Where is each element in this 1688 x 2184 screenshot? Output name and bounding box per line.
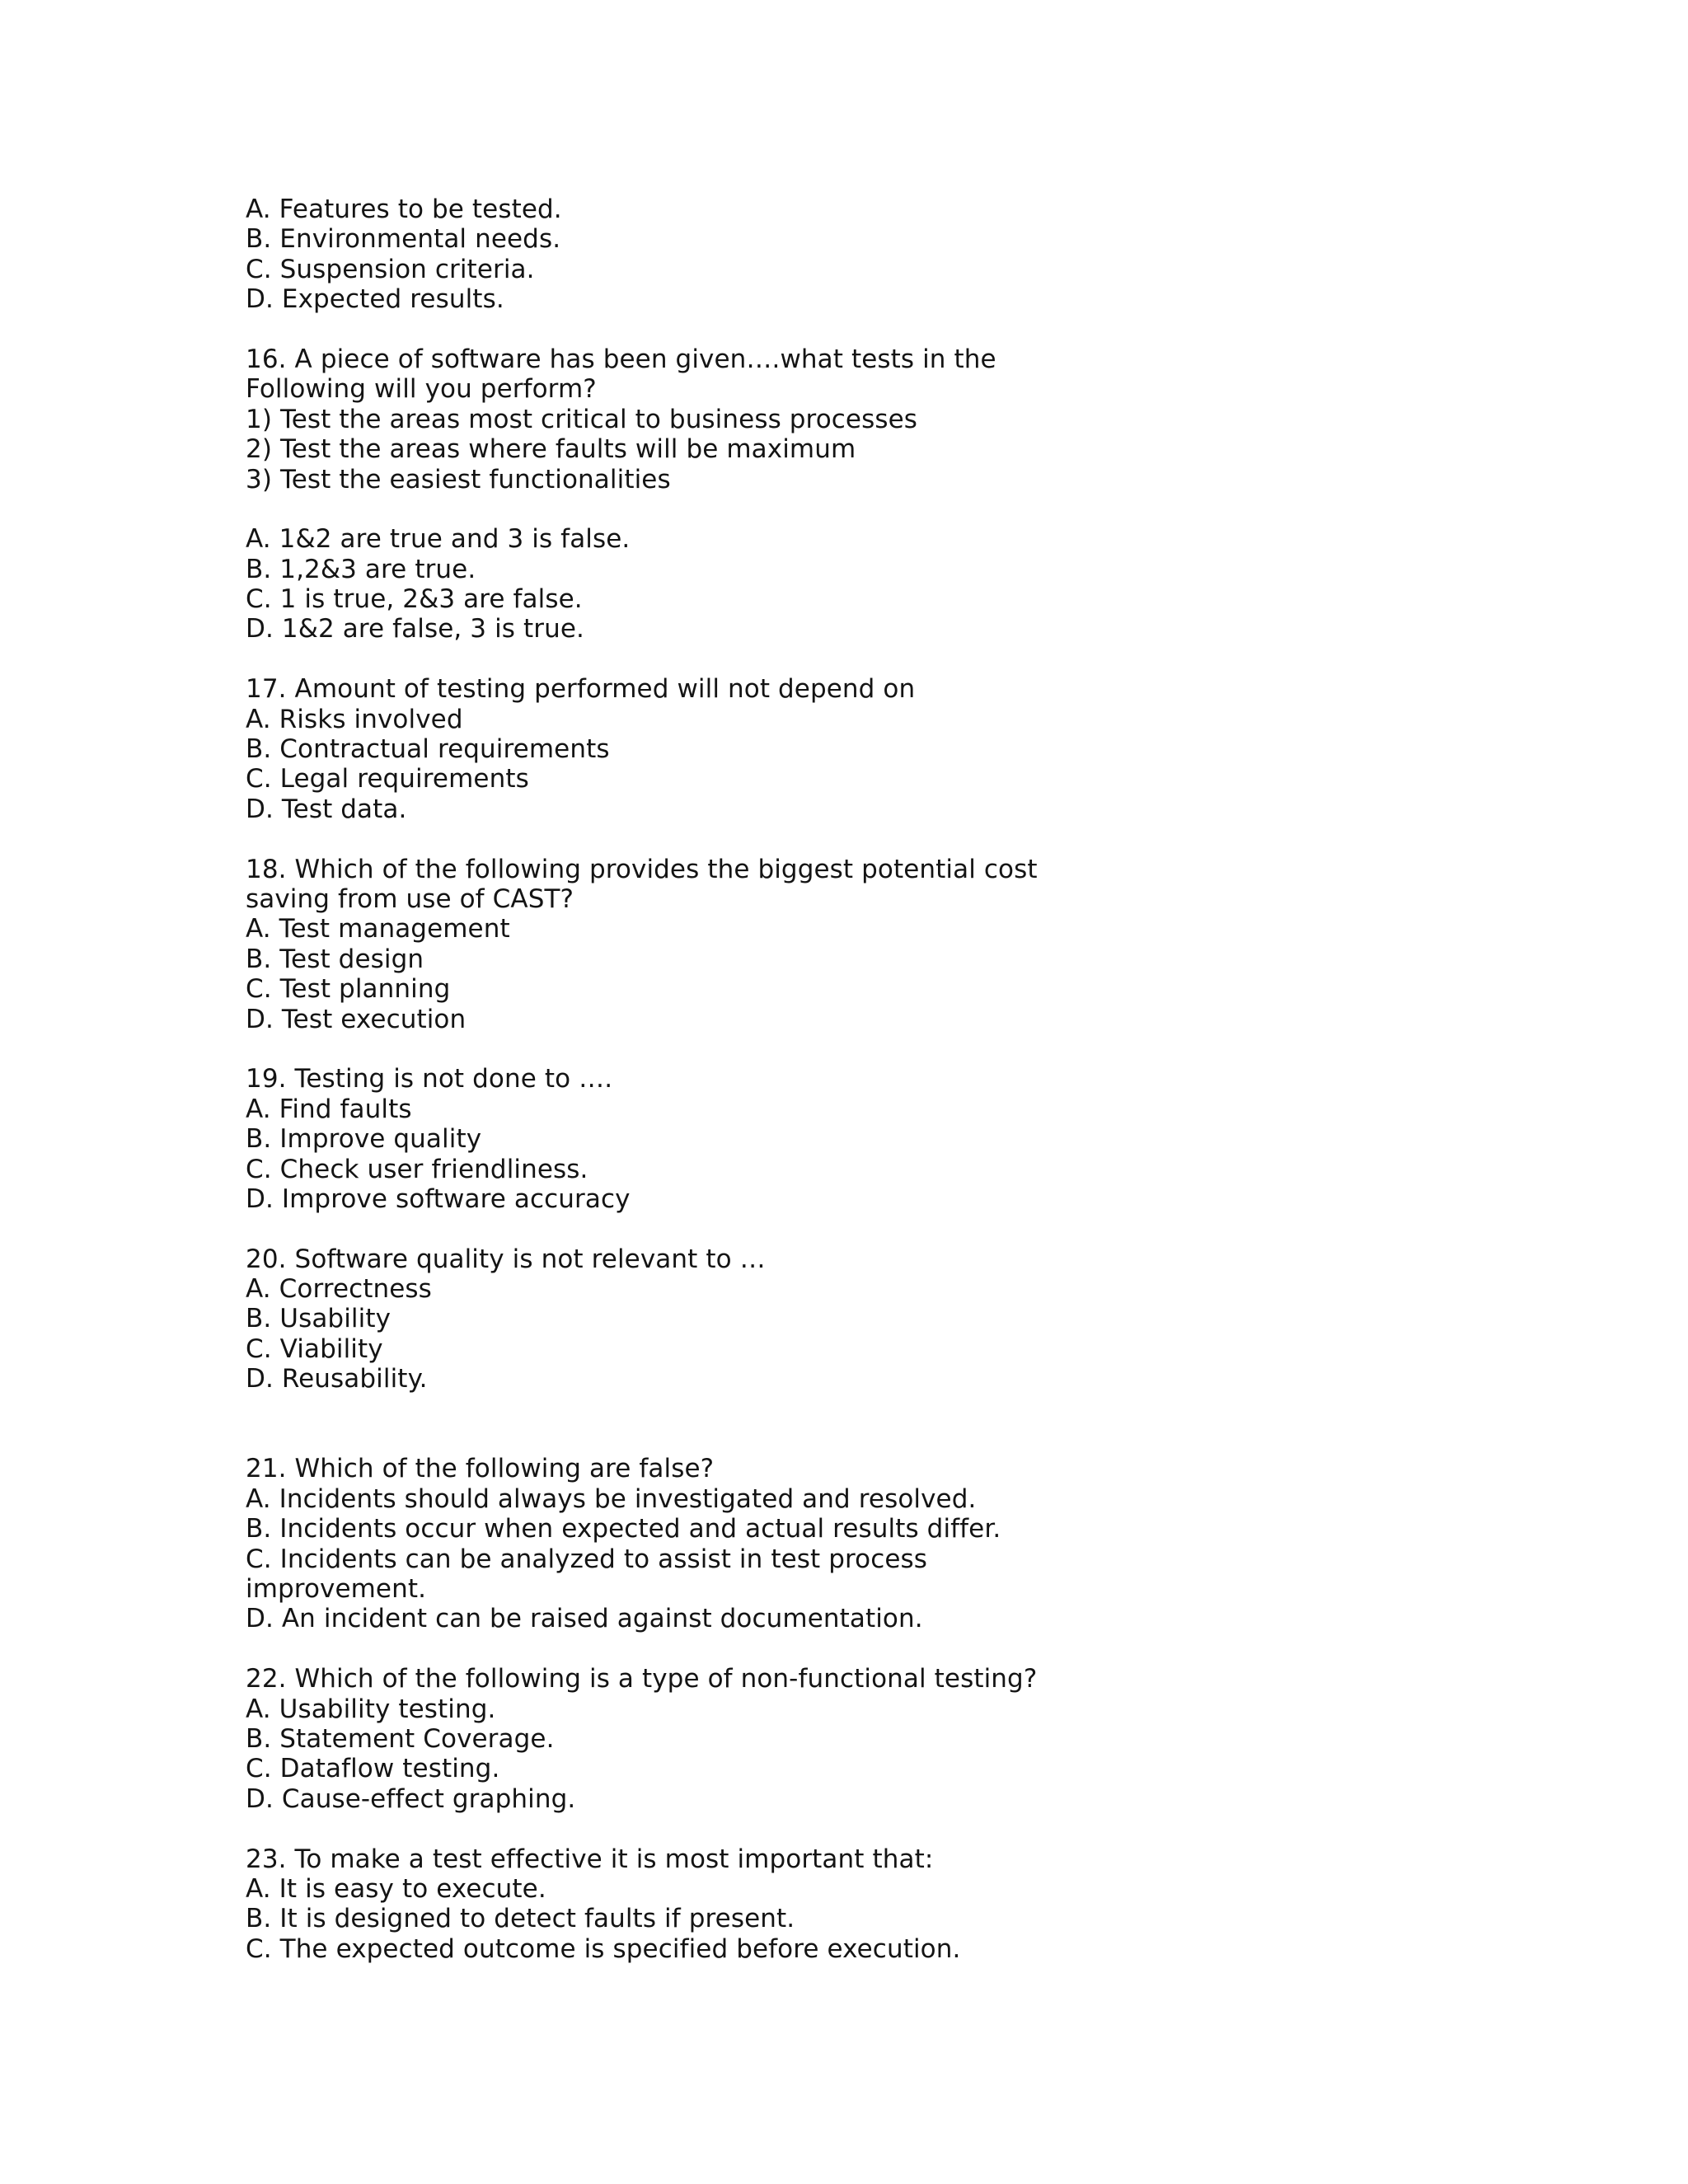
paragraph-gap bbox=[246, 824, 1482, 854]
question-20 bbox=[246, 1244, 1482, 1394]
question-stem: saving from use of CAST? bbox=[246, 883, 574, 914]
paragraph-gap bbox=[246, 494, 1482, 524]
option-text: D. 1&2 are false, 3 is true. bbox=[246, 614, 584, 644]
question-19 bbox=[246, 1064, 1482, 1214]
option-text: A. Find faults bbox=[246, 1094, 412, 1124]
question-stem: 21. Which of the following are false? bbox=[246, 1454, 715, 1484]
question-18 bbox=[246, 855, 1482, 1034]
question-stem: 18. Which of the following provides the biggest potential cost bbox=[246, 854, 1038, 884]
question-stem: 2) Test the areas where faults will be maximum bbox=[246, 434, 856, 465]
option-text: A. Risks involved bbox=[246, 704, 463, 734]
option-text: B. Environmental needs. bbox=[246, 224, 561, 255]
question-stem: 23. To make a test effective it is most important that: bbox=[246, 1844, 934, 1874]
paragraph-gap bbox=[246, 1814, 1482, 1844]
option-text: B. It is designed to detect faults if present. bbox=[246, 1904, 795, 1934]
option-text: D. Expected results. bbox=[246, 284, 504, 315]
option-text: C. Dataflow testing. bbox=[246, 1754, 500, 1784]
option-text: D. Test data. bbox=[246, 794, 407, 824]
option-text: B. 1,2&3 are true. bbox=[246, 554, 476, 584]
option-text: A. It is easy to execute. bbox=[246, 1873, 546, 1904]
option-text: B. Contractual requirements bbox=[246, 734, 610, 765]
option-text: A. Features to be tested. bbox=[246, 194, 562, 224]
question-stem: 1) Test the areas most critical to business processes bbox=[246, 404, 918, 434]
option-text: D. Reusability. bbox=[246, 1364, 428, 1394]
option-text: A. Usability testing. bbox=[246, 1694, 496, 1724]
option-text: B. Incidents occur when expected and actual results differ. bbox=[246, 1514, 1001, 1544]
question-22 bbox=[246, 1664, 1482, 1814]
paragraph-gap bbox=[246, 315, 1482, 344]
paragraph-gap bbox=[246, 1214, 1482, 1244]
option-text: D. Test execution bbox=[246, 1004, 467, 1034]
option-text: A. Test management bbox=[246, 914, 510, 944]
option-text: C. 1 is true, 2&3 are false. bbox=[246, 584, 583, 615]
option-text: D. Cause-effect graphing. bbox=[246, 1783, 576, 1814]
option-text: B. Test design bbox=[246, 944, 424, 974]
option-text: C. Legal requirements bbox=[246, 764, 529, 794]
option-text: C. Test planning bbox=[246, 974, 451, 1005]
option-text: C. Check user friendliness. bbox=[246, 1154, 588, 1184]
option-text: C. The expected outcome is specified before execution. bbox=[246, 1933, 961, 1964]
paragraph-gap bbox=[246, 644, 1482, 674]
option-text: B. Improve quality bbox=[246, 1124, 482, 1155]
question-stem: 19. Testing is not done to …. bbox=[246, 1064, 613, 1094]
option-text: D. An incident can be raised against documentation. bbox=[246, 1604, 923, 1634]
option-list bbox=[246, 194, 1482, 315]
document-body bbox=[246, 194, 1482, 1964]
question-stem: 17. Amount of testing performed will not depend on bbox=[246, 674, 916, 705]
paragraph-gap bbox=[246, 1634, 1482, 1664]
option-text: improvement. bbox=[246, 1573, 427, 1604]
question-stem: 3) Test the easiest functionalities bbox=[246, 464, 671, 494]
option-text: A. 1&2 are true and 3 is false. bbox=[246, 524, 631, 555]
question-16 bbox=[246, 344, 1482, 644]
question-23 bbox=[246, 1844, 1482, 1965]
paragraph-gap bbox=[246, 1034, 1482, 1064]
question-17 bbox=[246, 674, 1482, 824]
option-text: C. Suspension criteria. bbox=[246, 254, 535, 284]
option-text: B. Usability bbox=[246, 1304, 392, 1334]
option-text: A. Correctness bbox=[246, 1274, 432, 1305]
question-stem: 22. Which of the following is a type of non-functional testing? bbox=[246, 1664, 1038, 1694]
option-text: B. Statement Coverage. bbox=[246, 1723, 555, 1754]
option-text: C. Viability bbox=[246, 1333, 383, 1364]
question-stem: 16. A piece of software has been given….what tests in the bbox=[246, 344, 996, 374]
question-stem: 20. Software quality is not relevant to … bbox=[246, 1244, 766, 1274]
option-text: C. Incidents can be analyzed to assist in test process bbox=[246, 1544, 928, 1574]
option-text: D. Improve software accuracy bbox=[246, 1183, 631, 1214]
question-21 bbox=[246, 1454, 1482, 1633]
option-text: A. Incidents should always be investigated and resolved. bbox=[246, 1483, 977, 1514]
question-stem: Following will you perform? bbox=[246, 374, 597, 405]
paragraph-gap bbox=[246, 1394, 1482, 1455]
